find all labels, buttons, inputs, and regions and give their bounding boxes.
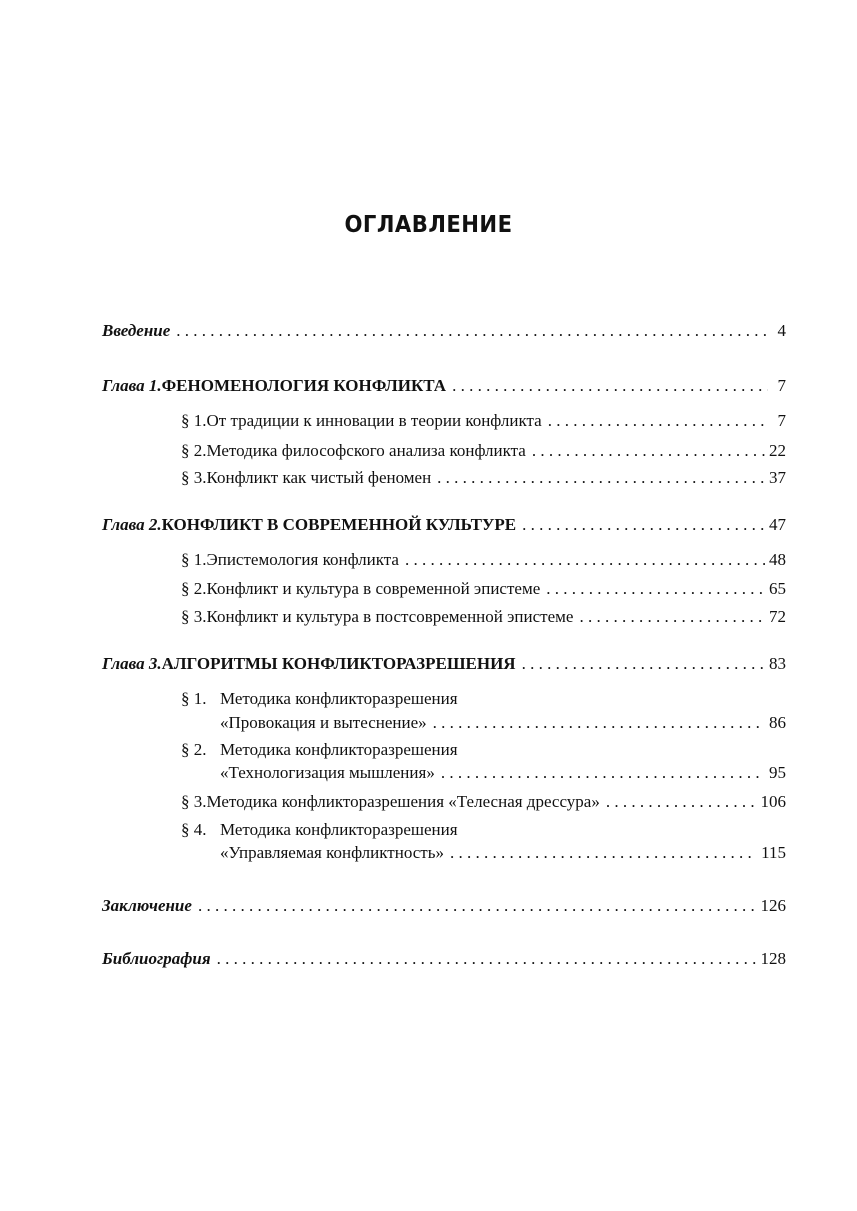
page-number: 106 xyxy=(760,792,786,811)
toc-entry-label: Заключение xyxy=(102,896,192,915)
dot-leader xyxy=(437,467,765,489)
section-title-line1: Методика конфликторазрешения xyxy=(220,689,458,708)
page-number: 126 xyxy=(760,896,786,915)
toc-chapter-1[interactable] xyxy=(102,375,786,397)
dot-leader xyxy=(450,842,757,864)
chapter-title: ФЕНОМЕНОЛОГИЯ КОНФЛИКТА xyxy=(161,376,447,395)
toc-section[interactable] xyxy=(181,791,786,813)
section-title: Конфликт как чистый феномен xyxy=(206,468,432,487)
toc-section[interactable] xyxy=(220,712,786,734)
section-title: Конфликт и культура в современной эпистеме xyxy=(206,579,541,598)
section-title: «Управляемая конфликтность» xyxy=(220,843,444,862)
chapter-title: АЛГОРИТМЫ КОНФЛИКТОРАЗРЕШЕНИЯ xyxy=(161,654,516,673)
section-number: § 4. xyxy=(181,820,207,839)
page-number: 37 xyxy=(769,468,786,487)
toc-section[interactable] xyxy=(181,578,786,600)
section-title: «Провокация и вытеснение» xyxy=(220,713,427,732)
page-number: 7 xyxy=(777,411,786,430)
dot-leader xyxy=(198,895,757,917)
toc-section[interactable] xyxy=(220,842,786,864)
section-number: § 1. xyxy=(181,689,207,708)
toc-entry-label: Введение xyxy=(102,321,171,340)
section-title-line1: Методика конфликторазрешения xyxy=(220,820,458,839)
page-number: 83 xyxy=(769,654,786,673)
toc-section[interactable] xyxy=(181,549,786,571)
dot-leader xyxy=(441,762,765,784)
section-title: Конфликт и культура в постсовременной эпистеме xyxy=(206,607,574,626)
dot-leader xyxy=(522,514,765,536)
page-number: 115 xyxy=(761,843,786,862)
dot-leader xyxy=(606,791,757,813)
toc-section-first-line xyxy=(181,739,458,761)
dot-leader xyxy=(405,549,765,571)
dot-leader xyxy=(176,320,768,342)
chapter-title: КОНФЛИКТ В СОВРЕМЕННОЙ КУЛЬТУРЕ xyxy=(161,515,517,534)
toc-entry-conclusion[interactable] xyxy=(102,895,786,917)
chapter-label: Глава 2. xyxy=(102,515,162,534)
dot-leader xyxy=(548,410,768,432)
toc-chapter-2[interactable] xyxy=(102,514,786,536)
toc-entry-intro[interactable] xyxy=(102,320,786,342)
page-number: 48 xyxy=(769,550,786,569)
section-number: § 3. xyxy=(181,792,207,811)
toc-chapter-3[interactable] xyxy=(102,653,786,675)
page-number: 128 xyxy=(760,949,786,968)
section-number: § 1. xyxy=(181,550,207,569)
dot-leader xyxy=(579,606,765,628)
section-title: «Технологизация мышления» xyxy=(220,763,435,782)
toc-entry-label: Библиография xyxy=(102,949,211,968)
section-number: § 2. xyxy=(181,740,207,759)
page-number: 47 xyxy=(769,515,786,534)
page-number: 4 xyxy=(777,321,786,340)
dot-leader xyxy=(522,653,765,675)
toc-section-first-line xyxy=(181,688,458,710)
page-number: 72 xyxy=(769,607,786,626)
section-number: § 2. xyxy=(181,579,207,598)
page-number: 95 xyxy=(769,763,786,782)
toc-entry-bibliography[interactable] xyxy=(102,948,786,970)
chapter-label: Глава 3. xyxy=(102,654,162,673)
section-number: § 3. xyxy=(181,607,207,626)
section-title: Эпистемология конфликта xyxy=(206,550,399,569)
section-number: § 1. xyxy=(181,411,207,430)
section-number: § 2. xyxy=(181,441,207,460)
page-number: 86 xyxy=(769,713,786,732)
page-number: 7 xyxy=(777,376,786,395)
dot-leader xyxy=(217,948,757,970)
chapter-label: Глава 1. xyxy=(102,376,162,395)
section-title: Методика философского анализа конфликта xyxy=(206,441,526,460)
page-title: ОГЛАВЛЕНИЕ xyxy=(344,212,513,238)
page-number: 22 xyxy=(769,441,786,460)
dot-leader xyxy=(532,440,765,462)
section-title: Методика конфликторазрешения «Телесная дрессура» xyxy=(206,792,600,811)
dot-leader xyxy=(433,712,765,734)
toc-section[interactable] xyxy=(181,467,786,489)
toc-section[interactable] xyxy=(181,410,786,432)
section-title: От традиции к инновации в теории конфликта xyxy=(206,411,542,430)
toc-section[interactable] xyxy=(220,762,786,784)
toc-section-first-line xyxy=(181,819,458,841)
section-title-line1: Методика конфликторазрешения xyxy=(220,740,458,759)
dot-leader xyxy=(546,578,765,600)
section-number: § 3. xyxy=(181,468,207,487)
toc-section[interactable] xyxy=(181,440,786,462)
page-number: 65 xyxy=(769,579,786,598)
toc-section[interactable] xyxy=(181,606,786,628)
dot-leader xyxy=(452,375,768,397)
